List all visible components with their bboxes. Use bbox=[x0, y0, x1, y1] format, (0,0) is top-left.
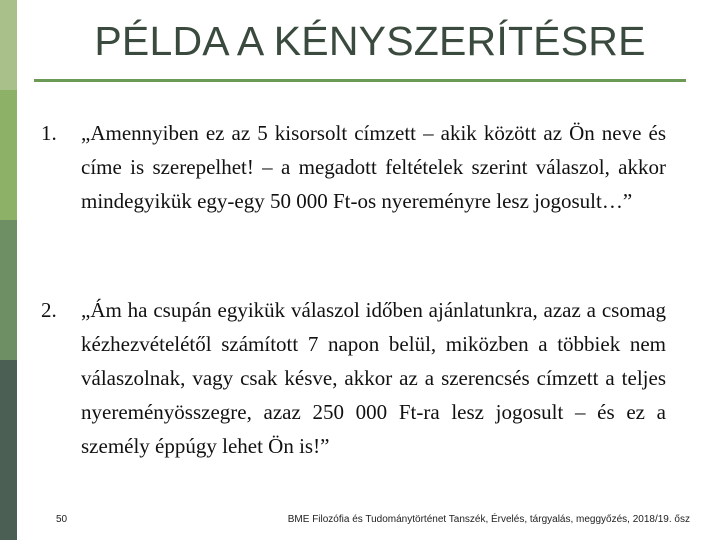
list-item-text: „Amennyiben ez az 5 kisorsolt címzett – akik között az Ön neve és címe is szerepelhet! – a megadott feltételek szerint válaszol, akkor mindegyikük egy-egy 50 000 Ft-os nyereményre lesz jogosult…” bbox=[81, 121, 666, 213]
title-underline bbox=[34, 79, 686, 82]
list-item-text: „Ám ha csupán egyikük válaszol időben ajánlatunkra, azaz a csomag kézhezvételétől számított 7 napon belül, miközben a többiek nem válaszolnak, vagy csak késve, akkor az a szerencsés címzett a teljes nyereményösszegre, azaz 250 000 Ft-ra lesz jogosult – és ez a személy éppúgy lehet Ön is!” bbox=[81, 298, 666, 458]
slide-title: PÉLDA A KÉNYSZERÍTÉSRE bbox=[94, 18, 646, 64]
sidebar-segment-1 bbox=[0, 0, 17, 90]
page-number: 50 bbox=[56, 514, 68, 525]
footer-text: BME Filozófia és Tudománytörténet Tanszék, Érvelés, tárgyalás, meggyőzés, 2018/19. ősz bbox=[287, 514, 690, 525]
sidebar-segment-3 bbox=[0, 220, 17, 360]
list-item-number: 2. bbox=[41, 298, 57, 322]
list-item-number: 1. bbox=[41, 121, 57, 145]
sidebar-segment-4 bbox=[0, 360, 17, 540]
sidebar-segment-2 bbox=[0, 90, 17, 220]
